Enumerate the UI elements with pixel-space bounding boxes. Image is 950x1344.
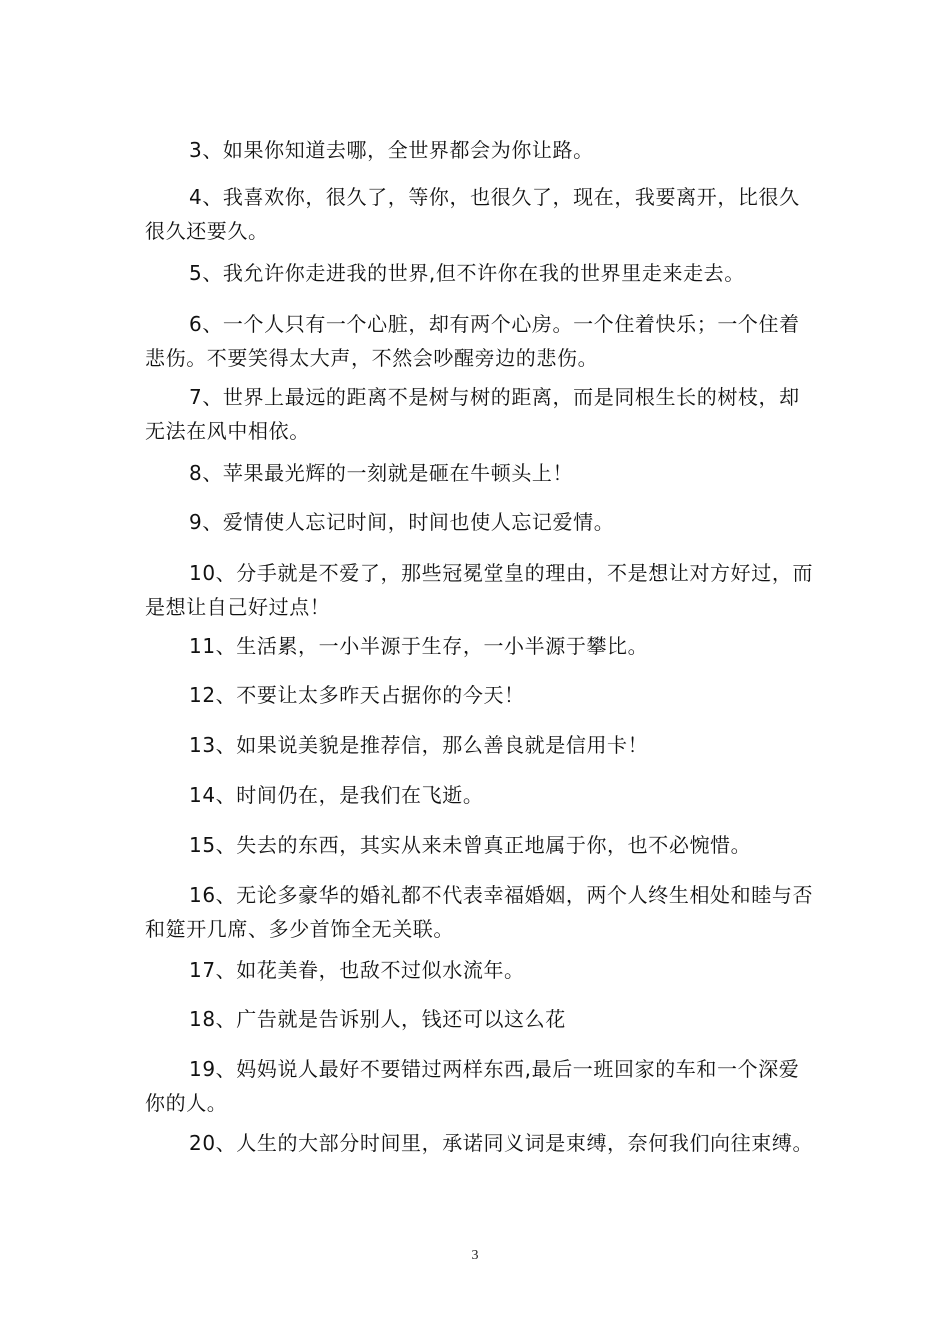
paragraph-5: 5、我允许你走进我的世界,但不许你在我的世界里走来走去。: [189, 261, 745, 285]
paragraph-3: 3、如果你知道去哪，全世界都会为你让路。: [189, 138, 594, 162]
paragraph-20: 20、人生的大部分时间里，承诺同义词是束缚，奈何我们向往束缚。: [189, 1131, 814, 1155]
paragraph-14: 14、时间仍在，是我们在飞逝。: [189, 783, 484, 807]
paragraph-16: 16、无论多豪华的婚礼都不代表幸福婚姻，两个人终生相处和睦与否和筵开几席、多少首饰全无关联。: [145, 883, 814, 941]
paragraph-13: 13、如果说美貌是推荐信，那么善良就是信用卡！: [189, 733, 649, 757]
paragraph-10: 10、分手就是不爱了，那些冠冕堂皇的理由，不是想让对方好过，而是想让自己好过点！: [145, 561, 814, 619]
paragraph-18: 18、广告就是告诉别人，钱还可以这么花: [189, 1007, 566, 1031]
paragraph-9: 9、爱情使人忘记时间，时间也使人忘记爱情。: [189, 510, 615, 534]
paragraph-4: 4、我喜欢你，很久了，等你，也很久了，现在，我要离开，比很久很久还要久。: [145, 185, 800, 243]
paragraph-17: 17、如花美眷，也敌不过似水流年。: [189, 958, 525, 982]
paragraph-19: 19、妈妈说人最好不要错过两样东西,最后一班回家的车和一个深爱你的人。: [145, 1057, 800, 1115]
paragraph-8: 8、苹果最光辉的一刻就是砸在牛顿头上！: [189, 461, 574, 485]
paragraph-12: 12、不要让太多昨天占据你的今天！: [189, 683, 525, 707]
paragraph-11: 11、生活累，一小半源于生存，一小半源于攀比。: [189, 634, 649, 658]
paragraph-7: 7、世界上最远的距离不是树与树的距离，而是同根生长的树枝，却无法在风中相依。: [145, 385, 800, 443]
page-number: 3: [471, 1248, 479, 1263]
paragraph-15: 15、失去的东西，其实从来未曾真正地属于你，也不必惋惜。: [189, 833, 752, 857]
paragraph-6: 6、一个人只有一个心脏，却有两个心房。一个住着快乐；一个住着悲伤。不要笑得太大声，不然会吵醒旁边的悲伤。: [145, 312, 800, 370]
